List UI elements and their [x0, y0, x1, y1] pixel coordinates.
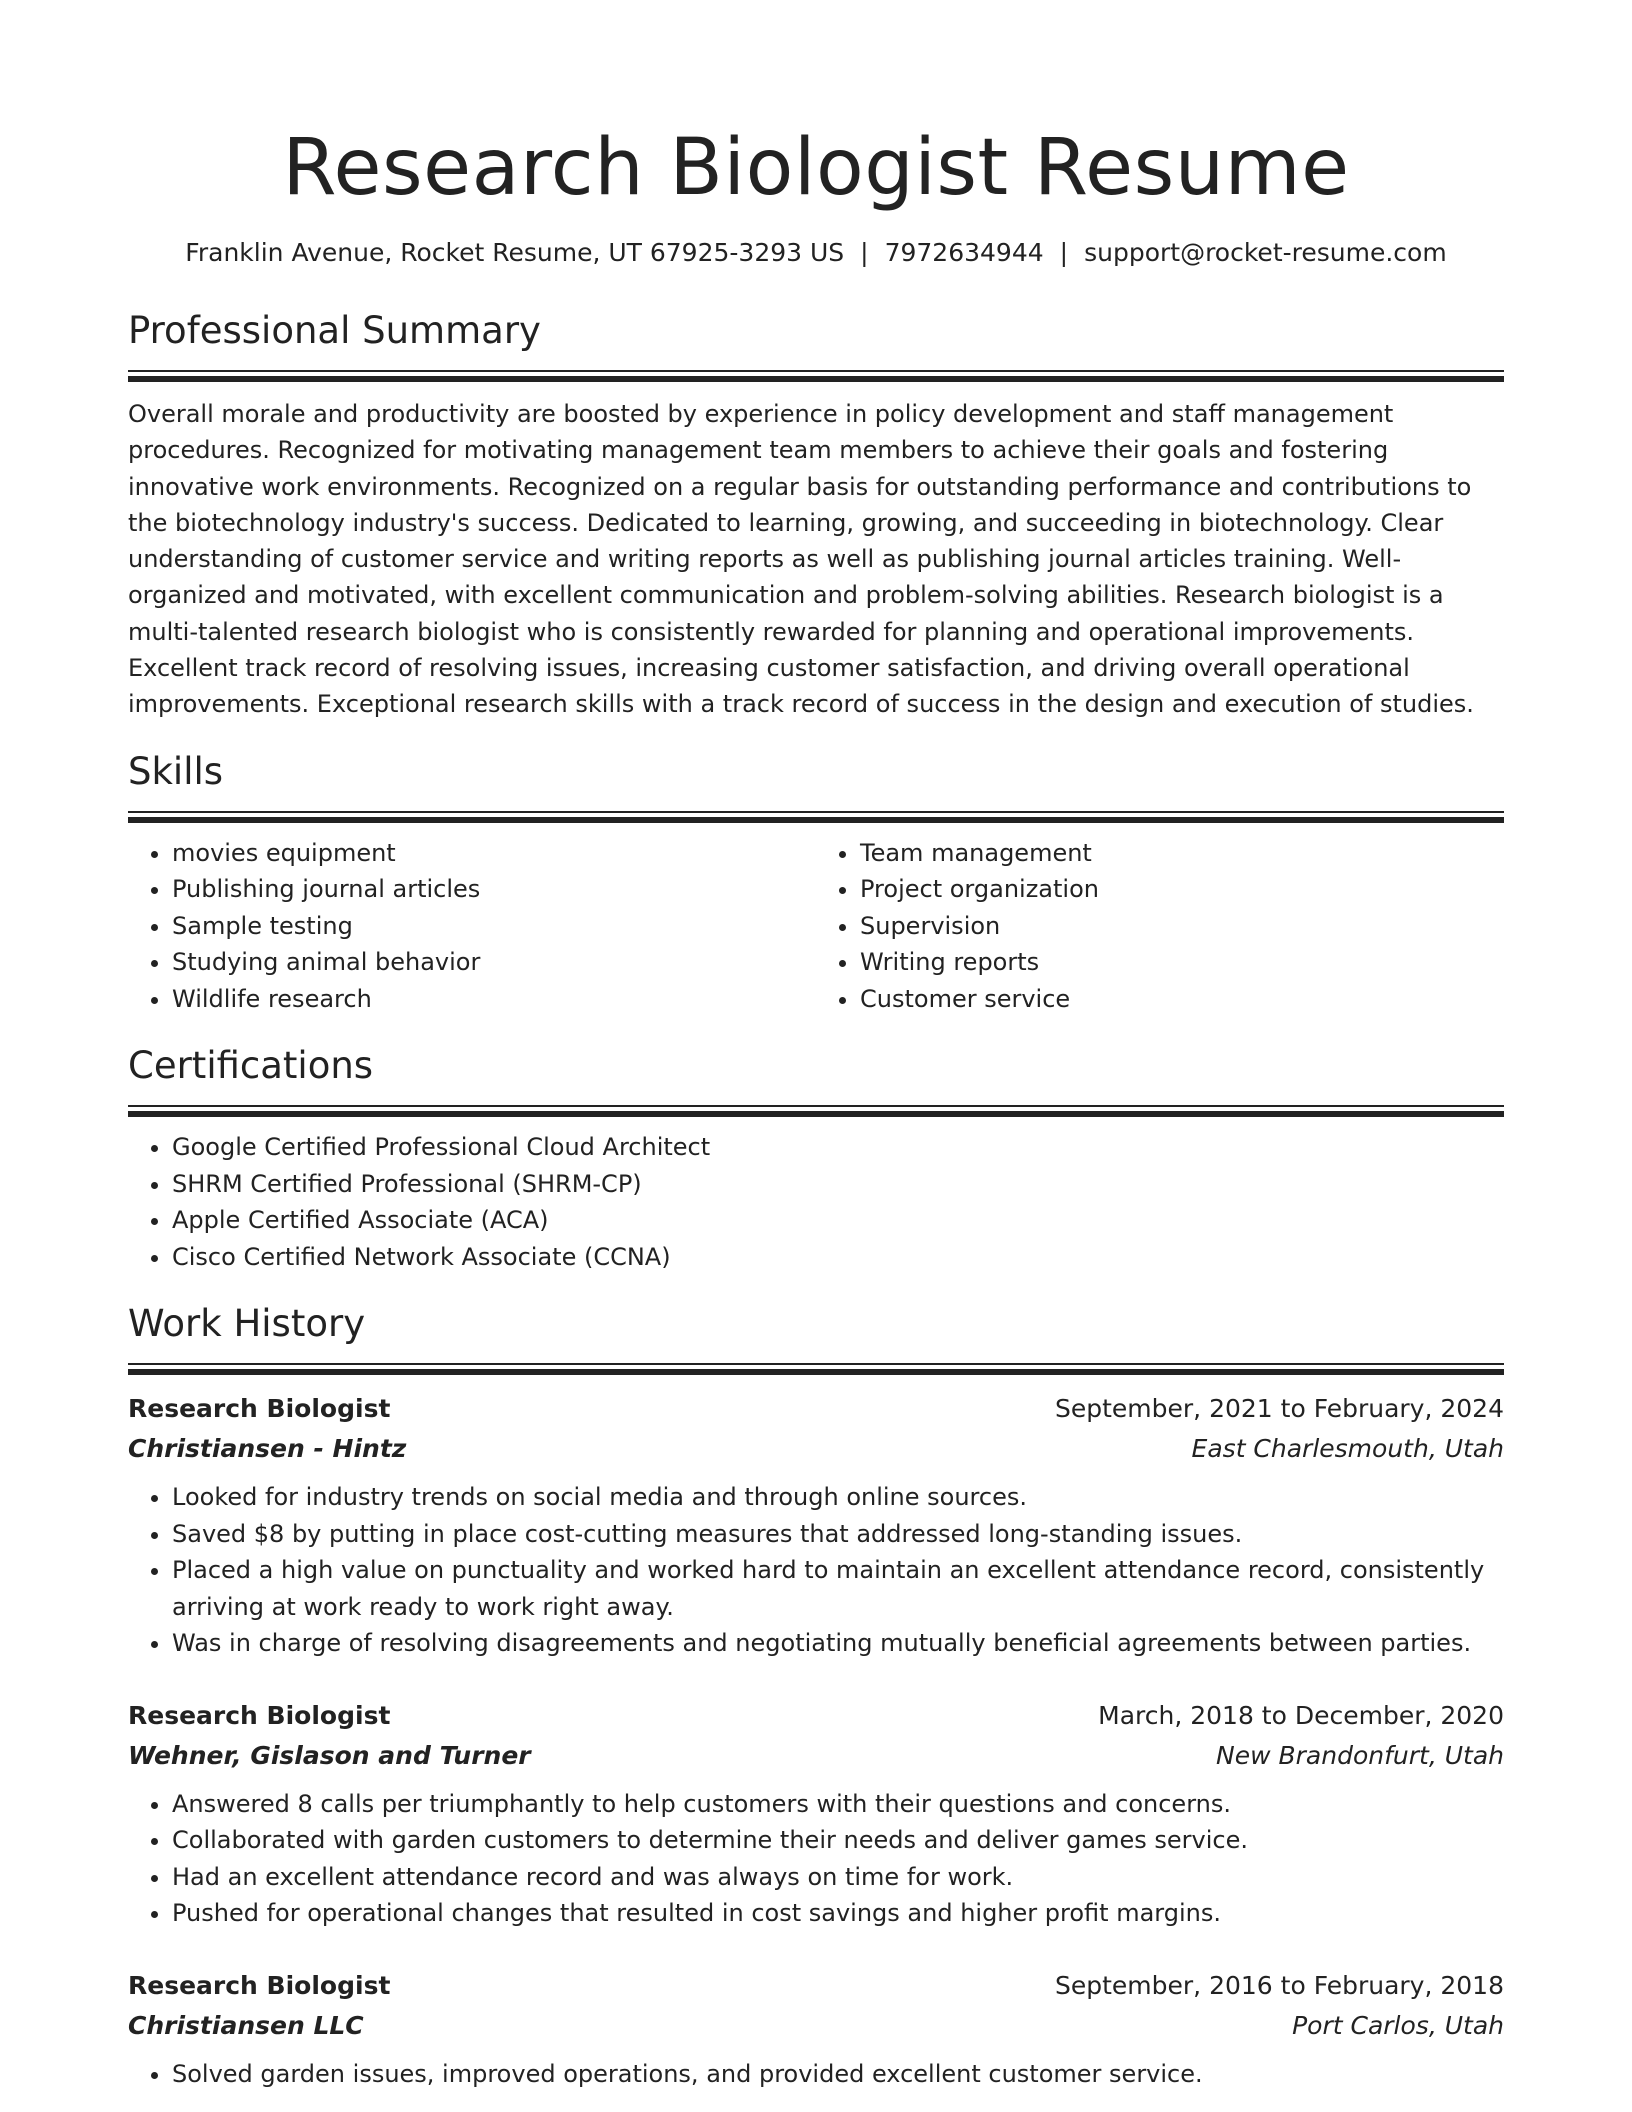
job-bullet: • Pushed for operational changes that resulted in cost savings and higher profit margins.	[172, 1895, 1504, 1932]
job-bullets	[128, 2056, 1504, 2093]
contact-separator: |	[860, 238, 869, 267]
skill-item: • Supervision	[860, 908, 1504, 945]
job-title: Research Biologist	[128, 1970, 391, 2000]
job-dates: March, 2018 to December, 2020	[1098, 1700, 1504, 1730]
contact-line	[128, 236, 1504, 270]
job-bullet: • Collaborated with garden customers to determine their needs and deliver games service.	[172, 1822, 1504, 1859]
job-header-row	[128, 1966, 1504, 2006]
certification-item: • SHRM Certified Professional (SHRM-CP)	[172, 1166, 1504, 1203]
job-title: Research Biologist	[128, 1700, 391, 1730]
skill-item: • Publishing journal articles	[172, 871, 816, 908]
job-subheader-row	[128, 1429, 1504, 1469]
section-divider	[128, 811, 1504, 813]
skills-list-right	[816, 835, 1504, 1018]
section-divider	[128, 1363, 1504, 1365]
certification-item: • Google Certified Professional Cloud Architect	[172, 1129, 1504, 1166]
skill-item: • Wildlife research	[172, 981, 816, 1018]
job-subheader-row	[128, 1736, 1504, 1776]
skill-item: • Writing reports	[860, 944, 1504, 981]
contact-separator: |	[1059, 238, 1069, 267]
job-bullets	[128, 1786, 1504, 1932]
skill-item: • Sample testing	[172, 908, 816, 945]
summary-heading: Professional Summary	[128, 309, 541, 352]
job-bullet: • Solved garden issues, improved operations, and provided excellent customer service.	[172, 2056, 1504, 2093]
skill-item: • Customer service	[860, 981, 1504, 1018]
section-divider-thick	[128, 1369, 1504, 1375]
job-bullet: • Was in charge of resolving disagreements and negotiating mutually beneficial agreements between parties.	[172, 1625, 1504, 1662]
skill-item: • Project organization	[860, 871, 1504, 908]
skill-item: • movies equipment	[172, 835, 816, 872]
job-entry	[128, 1966, 1504, 2093]
job-bullet: • Had an excellent attendance record and was always on time for work.	[172, 1859, 1504, 1896]
contact-phone: 7972634944	[884, 238, 1044, 267]
skills-heading: Skills	[128, 749, 224, 793]
job-header-row	[128, 1389, 1504, 1429]
skills-section	[128, 749, 1504, 1018]
section-divider	[128, 370, 1504, 372]
job-subheader-row	[128, 2006, 1504, 2046]
section-divider-thick	[128, 817, 1504, 823]
summary-text: Overall morale and productivity are boosted by experience in policy development and staff management procedures. Recognized for motivating management team members to achieve their goals and fostering innovative work environments. Recognized on a regular basis for outstanding performance and contributions to the biotechnology industry's success. Dedicated to learning, growing, and succeeding in biotechnology. Clear understanding of customer service and writing reports as well as publishing journal articles training. Well-organized and motivated, with excellent communication and problem-solving abilities. Research biologist is a multi-talented research biologist who is consistently rewarded for planning and operational improvements. Excellent track record of resolving issues, increasing customer satisfaction, and driving overall operational improvements. Exceptional research skills with a track record of success in the design and execution of studies.	[128, 400, 1474, 719]
work-history-section	[128, 1301, 1504, 2092]
certification-item: • Apple Certified Associate (ACA)	[172, 1202, 1504, 1239]
skills-columns	[128, 835, 1504, 1018]
job-location: Port Carlos, Utah	[1292, 2010, 1504, 2040]
page-title: Research Biologist Resume	[282, 123, 1350, 213]
job-header-row	[128, 1696, 1504, 1736]
certifications-list	[128, 1129, 1504, 1275]
job-dates: September, 2016 to February, 2018	[1055, 1970, 1504, 2000]
job-company: Christiansen LLC	[128, 2010, 364, 2040]
job-entry	[128, 1389, 1504, 1662]
certifications-section	[128, 1043, 1504, 1275]
job-bullet: • Saved $8 by putting in place cost-cutting measures that addressed long-standing issues.	[172, 1516, 1504, 1553]
contact-email: support@rocket-resume.com	[1084, 238, 1447, 267]
job-bullet: • Looked for industry trends on social media and through online sources.	[172, 1479, 1504, 1516]
section-divider-thick	[128, 1111, 1504, 1117]
section-divider	[128, 1105, 1504, 1107]
resume-page	[128, 0, 1504, 2092]
contact-address: Franklin Avenue, Rocket Resume, UT 67925-3293 US	[185, 238, 845, 267]
summary-section	[128, 308, 1504, 723]
job-bullets	[128, 1479, 1504, 1662]
job-location: New Brandonfurt, Utah	[1216, 1740, 1504, 1770]
job-company: Wehner, Gislason and Turner	[128, 1740, 531, 1770]
certification-item: • Cisco Certified Network Associate (CCNA)	[172, 1239, 1504, 1276]
job-company: Christiansen - Hintz	[128, 1434, 407, 1464]
skills-list-left	[128, 835, 816, 1018]
job-dates: September, 2021 to February, 2024	[1055, 1394, 1504, 1424]
certifications-heading: Certifications	[128, 1044, 374, 1088]
job-title: Research Biologist	[128, 1394, 391, 1424]
section-divider-thick	[128, 376, 1504, 382]
skill-item: • Studying animal behavior	[172, 944, 816, 981]
job-bullet: • Answered 8 calls per triumphantly to help customers with their questions and concerns.	[172, 1786, 1504, 1823]
job-location: East Charlesmouth, Utah	[1191, 1434, 1504, 1464]
job-bullet: • Placed a high value on punctuality and worked hard to maintain an excellent attendance record, consistently arriving at work ready to work right away.	[172, 1552, 1504, 1625]
work-history-heading: Work History	[128, 1302, 366, 1346]
job-entry	[128, 1696, 1504, 1932]
skill-item: • Team management	[860, 835, 1504, 872]
